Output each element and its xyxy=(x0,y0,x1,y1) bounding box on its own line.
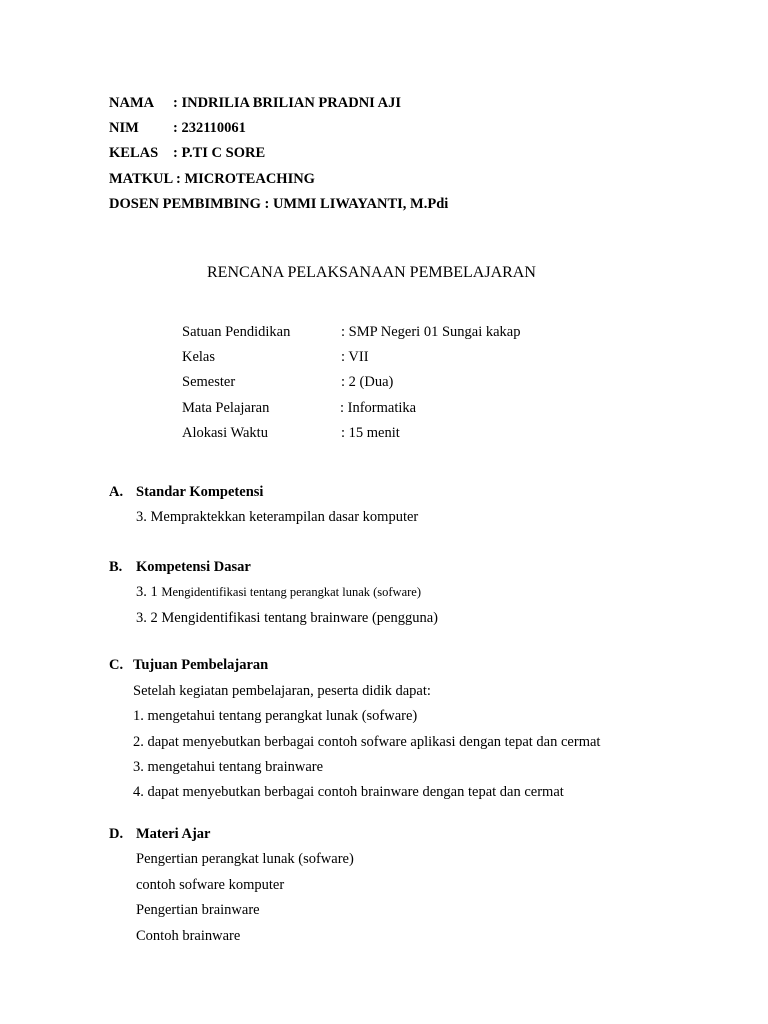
list-item: 3. Mempraktekkan keterampilan dasar komputer xyxy=(136,509,419,525)
identity-value: : 15 menit xyxy=(341,425,400,441)
list-item: 3. 2 Mengidentifikasi tentang brainware (pengguna) xyxy=(136,610,438,626)
list-item xyxy=(136,585,421,600)
identity-value: : Informatika xyxy=(340,400,417,416)
list-item-text: Mengidentifikasi tentang perangkat lunak (sofware) xyxy=(161,585,422,599)
list-item: Pengertian brainware xyxy=(136,902,260,918)
nama-label: NAMA xyxy=(109,95,155,111)
matkul-line: MATKUL : MICROTEACHING xyxy=(109,171,315,187)
list-item: 3. mengetahui tentang brainware xyxy=(133,759,324,775)
identity-value: : VII xyxy=(341,349,369,365)
page-title: RENCANA PELAKSANAAN PEMBELAJARAN xyxy=(207,264,536,281)
identity-label: Semester xyxy=(182,374,236,390)
section-d-letter: D. xyxy=(109,826,124,842)
section-a-letter: A. xyxy=(109,484,124,500)
identity-label: Mata Pelajaran xyxy=(182,400,270,416)
identity-label: Kelas xyxy=(182,349,216,365)
identity-label: Alokasi Waktu xyxy=(182,425,268,441)
dosen-line: DOSEN PEMBIMBING : UMMI LIWAYANTI, M.Pdi xyxy=(109,196,449,212)
section-c-letter: C. xyxy=(109,657,124,673)
identity-label: Satuan Pendidikan xyxy=(182,324,291,340)
list-item: contoh sofware komputer xyxy=(136,877,285,893)
list-item-prefix: 3. 1 xyxy=(136,584,162,600)
section-d-heading: Materi Ajar xyxy=(136,826,211,842)
section-a-heading: Standar Kompetensi xyxy=(136,484,264,500)
section-b-heading: Kompetensi Dasar xyxy=(136,559,251,575)
list-item: 1. mengetahui tentang perangkat lunak (sofware) xyxy=(133,708,418,724)
list-item: 2. dapat menyebutkan berbagai contoh sofware aplikasi dengan tepat dan cermat xyxy=(133,734,601,750)
nim-value: : 232110061 xyxy=(173,120,246,136)
identity-value: : 2 (Dua) xyxy=(341,374,394,390)
nama-value: : INDRILIA BRILIAN PRADNI AJI xyxy=(173,95,402,111)
section-b-letter: B. xyxy=(109,559,123,575)
section-c-heading: Tujuan Pembelajaran xyxy=(133,657,269,673)
section-c-intro: Setelah kegiatan pembelajaran, peserta didik dapat: xyxy=(133,683,431,699)
kelas-label: KELAS xyxy=(109,145,159,161)
identity-value: : SMP Negeri 01 Sungai kakap xyxy=(341,324,521,340)
list-item: 4. dapat menyebutkan berbagai contoh brainware dengan tepat dan cermat xyxy=(133,784,564,800)
list-item: Contoh brainware xyxy=(136,928,241,944)
list-item: Pengertian perangkat lunak (sofware) xyxy=(136,851,354,867)
kelas-value: : P.TI C SORE xyxy=(173,145,266,161)
nim-label: NIM xyxy=(109,120,139,136)
